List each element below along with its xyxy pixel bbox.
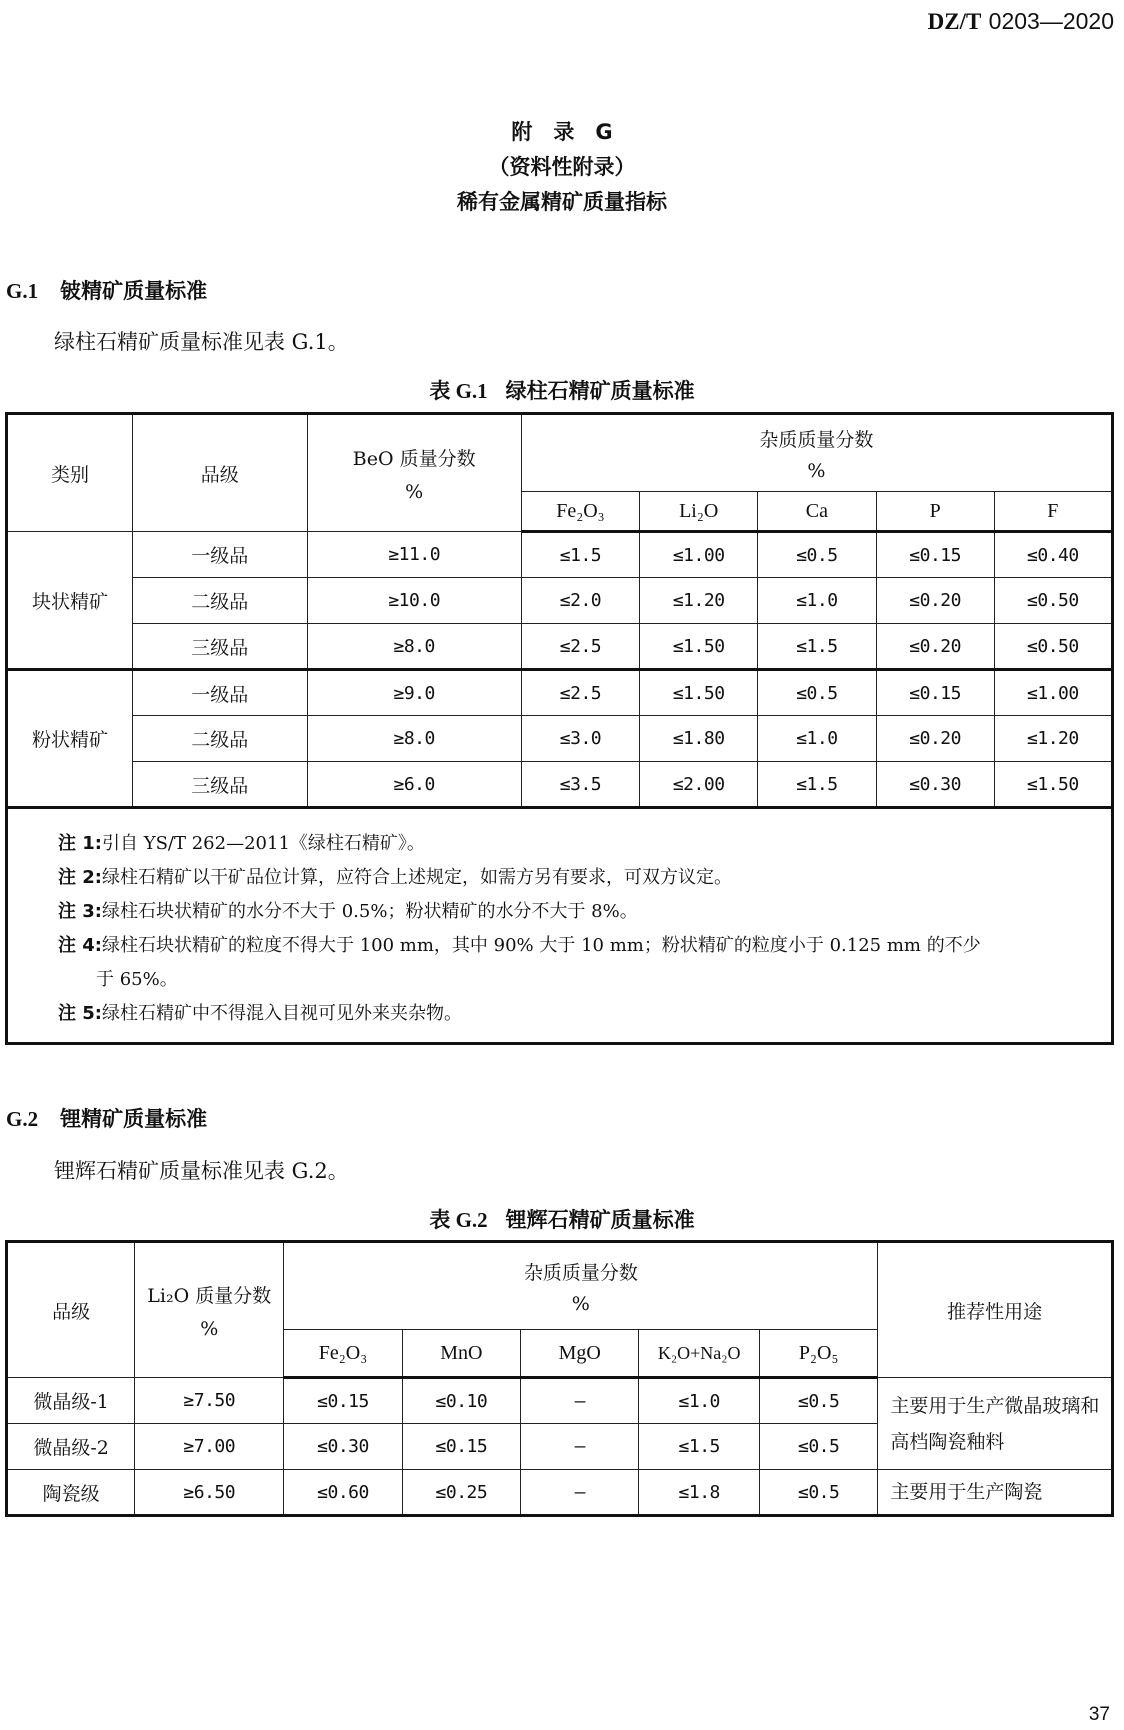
header-li2o-label: Li₂O 质量分数 xyxy=(147,1284,272,1307)
note-4: 注 4:绿柱石块状精矿的粒度不得大于 100 mm，其中 90% 大于 10 mm；粉状精矿的粒度小于 0.125 mm 的不少 xyxy=(58,935,981,956)
appendix-type: （资料性附录） xyxy=(488,155,636,179)
note-4-continuation: 于 65%。 xyxy=(96,969,178,990)
ca-cell: ≤1.5 xyxy=(758,624,876,670)
header-p2o5: P₂O₅ xyxy=(759,1330,877,1378)
beo-cell: ≥6.0 xyxy=(307,762,521,808)
header-beo xyxy=(307,414,521,532)
category-cell: 块状精矿 xyxy=(7,532,133,670)
header-li2o: Li₂O xyxy=(640,492,758,532)
header-fe2o3: Fe₂O₃ xyxy=(284,1330,402,1378)
header-impurity-label: 杂质质量分数 xyxy=(523,1261,638,1284)
table-g2-spodumene xyxy=(5,1240,1114,1517)
header-fe2o3: Fe₂O₃ xyxy=(521,492,639,532)
fe2o3-cell: ≤2.5 xyxy=(521,670,639,716)
section-number: G.2 xyxy=(6,1107,39,1131)
header-usage: 推荐性用途 xyxy=(878,1242,1113,1378)
table-caption-g1 xyxy=(0,375,1124,405)
p2o5-cell: ≤0.5 xyxy=(759,1424,877,1470)
fe2o3-cell: ≤2.0 xyxy=(521,578,639,624)
f-cell: ≤1.20 xyxy=(994,716,1112,762)
fe2o3-cell: ≤3.5 xyxy=(521,762,639,808)
li2o-cell: ≤1.20 xyxy=(640,578,758,624)
mgo-cell: — xyxy=(521,1378,639,1424)
header-li2o-unit: % xyxy=(200,1317,219,1340)
grade-cell: 二级品 xyxy=(132,716,307,762)
section-title: 锂精矿质量标准 xyxy=(60,1107,208,1131)
table-row xyxy=(7,624,1113,670)
table-caption-g2 xyxy=(0,1204,1124,1234)
header-grade: 品级 xyxy=(7,1242,135,1378)
ca-cell: ≤1.0 xyxy=(758,578,876,624)
mno-cell: ≤0.25 xyxy=(402,1470,520,1516)
table-row xyxy=(7,716,1113,762)
table-number: 表 G.2 xyxy=(429,1208,488,1232)
note-5: 注 5:绿柱石精矿中不得混入目视可见外来夹杂物。 xyxy=(58,1003,462,1024)
ca-cell: ≤0.5 xyxy=(758,532,876,578)
p-cell: ≤0.20 xyxy=(876,578,994,624)
grade-cell: 微晶级-2 xyxy=(7,1424,135,1470)
section-paragraph-g2: 锂辉石精矿质量标准见表 G.2。 xyxy=(54,1159,349,1183)
header-impurity xyxy=(521,414,1112,492)
f-cell: ≤0.50 xyxy=(994,624,1112,670)
grade-cell: 一级品 xyxy=(132,670,307,716)
li2o-cell: ≤1.00 xyxy=(640,532,758,578)
li2o-cell: ≥7.00 xyxy=(135,1424,284,1470)
li2o-cell: ≤1.50 xyxy=(640,670,758,716)
f-cell: ≤0.50 xyxy=(994,578,1112,624)
header-grade: 品级 xyxy=(132,414,307,532)
ca-cell: ≤0.5 xyxy=(758,670,876,716)
ca-cell: ≤1.0 xyxy=(758,716,876,762)
p-cell: ≤0.20 xyxy=(876,716,994,762)
grade-cell: 一级品 xyxy=(132,532,307,578)
p-cell: ≤0.15 xyxy=(876,532,994,578)
beo-cell: ≥8.0 xyxy=(307,716,521,762)
fe2o3-cell: ≤0.30 xyxy=(284,1424,402,1470)
note-3: 注 3:绿柱石块状精矿的水分不大于 0.5%；粉状精矿的水分不大于 8%。 xyxy=(58,901,638,922)
p-cell: ≤0.15 xyxy=(876,670,994,716)
p-cell: ≤0.30 xyxy=(876,762,994,808)
table-row xyxy=(7,578,1113,624)
header-k2o-na2o: K₂O+Na₂O xyxy=(639,1330,760,1378)
fe2o3-cell: ≤0.60 xyxy=(284,1470,402,1516)
li2o-cell: ≤2.00 xyxy=(640,762,758,808)
standard-code-prefix: DZ/T xyxy=(927,9,982,34)
appendix-label: 附 录 G xyxy=(511,120,613,144)
table-number: 表 G.1 xyxy=(429,379,488,403)
table-row xyxy=(7,670,1113,716)
usage-cell: 主要用于生产陶瓷 xyxy=(878,1470,1113,1516)
li2o-cell: ≥7.50 xyxy=(135,1378,284,1424)
grade-cell: 三级品 xyxy=(132,762,307,808)
section-title: 铍精矿质量标准 xyxy=(60,279,208,303)
note-1: 注 1:引自 YS/T 262—2011《绿柱石精矿》。 xyxy=(58,833,425,854)
table-row xyxy=(7,1378,1113,1424)
mno-cell: ≤0.15 xyxy=(402,1424,520,1470)
category-cell: 粉状精矿 xyxy=(7,670,133,808)
header-ca: Ca xyxy=(758,492,876,532)
f-cell: ≤1.00 xyxy=(994,670,1112,716)
header-beo-label: BeO 质量分数 xyxy=(352,447,476,470)
table-g1-beryl xyxy=(5,412,1114,1045)
section-paragraph-g1: 绿柱石精矿质量标准见表 G.1。 xyxy=(54,330,349,354)
standard-code-number: 0203—2020 xyxy=(988,8,1114,34)
table-title: 绿柱石精矿质量标准 xyxy=(505,379,695,403)
header-f: F xyxy=(994,492,1112,532)
li2o-cell: ≤1.50 xyxy=(640,624,758,670)
beo-cell: ≥8.0 xyxy=(307,624,521,670)
appendix-title: 稀有金属精矿质量指标 xyxy=(457,190,667,214)
usage-cell: 主要用于生产微晶玻璃和高档陶瓷釉料 xyxy=(878,1378,1113,1470)
grade-cell: 微晶级-1 xyxy=(7,1378,135,1424)
li2o-cell: ≥6.50 xyxy=(135,1470,284,1516)
f-cell: ≤1.50 xyxy=(994,762,1112,808)
f-cell: ≤0.40 xyxy=(994,532,1112,578)
section-number: G.1 xyxy=(6,279,39,303)
mgo-cell: — xyxy=(521,1424,639,1470)
beo-cell: ≥11.0 xyxy=(307,532,521,578)
fe2o3-cell: ≤1.5 xyxy=(521,532,639,578)
k2o-na2o-cell: ≤1.5 xyxy=(639,1424,760,1470)
table-row xyxy=(7,532,1113,578)
grade-cell: 陶瓷级 xyxy=(7,1470,135,1516)
header-li2o xyxy=(135,1242,284,1378)
note-2: 注 2:绿柱石精矿以干矿品位计算，应符合上述规定，如需方另有要求，可双方议定。 xyxy=(58,867,732,888)
header-impurity-unit: % xyxy=(807,459,826,482)
li2o-cell: ≤1.80 xyxy=(640,716,758,762)
fe2o3-cell: ≤3.0 xyxy=(521,716,639,762)
header-mno: MnO xyxy=(402,1330,520,1378)
section-heading-g1 xyxy=(6,275,207,305)
section-heading-g2 xyxy=(6,1103,207,1133)
table-notes xyxy=(7,808,1113,1044)
k2o-na2o-cell: ≤1.0 xyxy=(639,1378,760,1424)
fe2o3-cell: ≤2.5 xyxy=(521,624,639,670)
p2o5-cell: ≤0.5 xyxy=(759,1470,877,1516)
header-beo-unit: % xyxy=(405,480,424,503)
header-impurity xyxy=(284,1242,878,1330)
page-number: 37 xyxy=(1088,1704,1110,1725)
header-mgo: MgO xyxy=(521,1330,639,1378)
header-p: P xyxy=(876,492,994,532)
table-row xyxy=(7,1470,1113,1516)
table-title: 锂辉石精矿质量标准 xyxy=(505,1208,695,1232)
grade-cell: 三级品 xyxy=(132,624,307,670)
grade-cell: 二级品 xyxy=(132,578,307,624)
p-cell: ≤0.20 xyxy=(876,624,994,670)
mno-cell: ≤0.10 xyxy=(402,1378,520,1424)
fe2o3-cell: ≤0.15 xyxy=(284,1378,402,1424)
beo-cell: ≥9.0 xyxy=(307,670,521,716)
header-impurity-unit: % xyxy=(571,1292,590,1315)
table-row xyxy=(7,762,1113,808)
header-impurity-label: 杂质质量分数 xyxy=(759,428,874,451)
header-category: 类别 xyxy=(7,414,133,532)
k2o-na2o-cell: ≤1.8 xyxy=(639,1470,760,1516)
ca-cell: ≤1.5 xyxy=(758,762,876,808)
beo-cell: ≥10.0 xyxy=(307,578,521,624)
p2o5-cell: ≤0.5 xyxy=(759,1378,877,1424)
standard-code xyxy=(928,8,1114,35)
mgo-cell: — xyxy=(521,1470,639,1516)
